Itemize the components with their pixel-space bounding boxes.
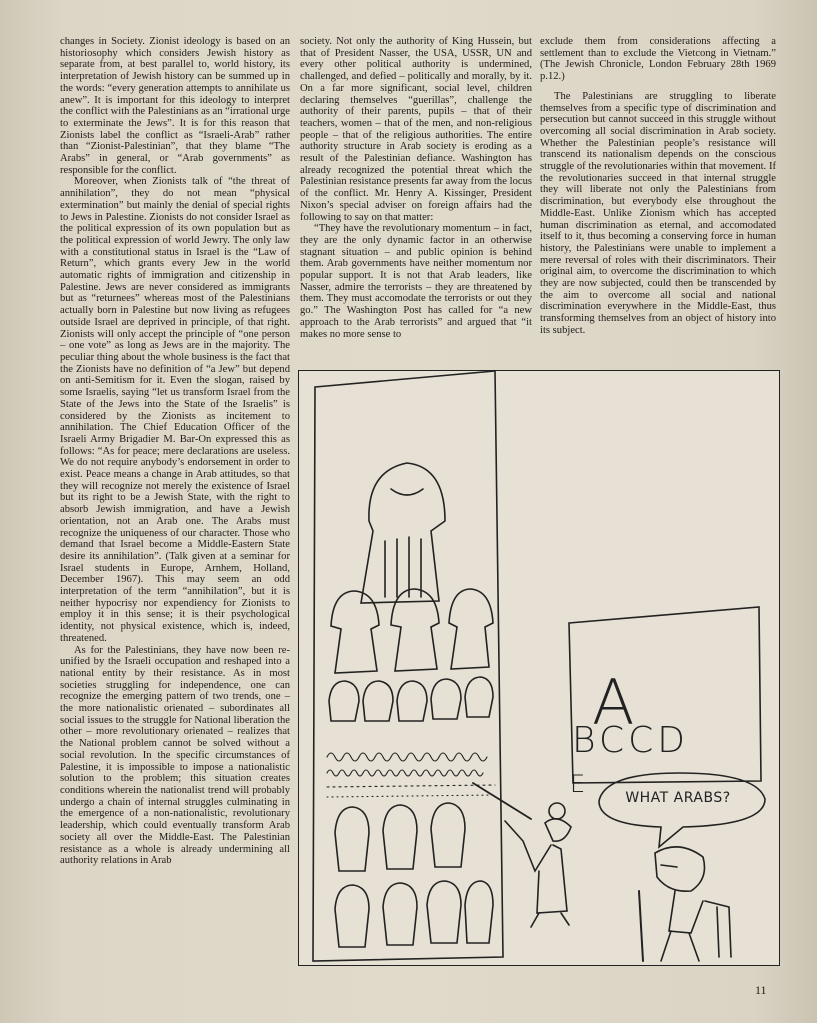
speech-bubble <box>599 773 765 847</box>
eye-test-squiggle-rows <box>327 753 495 797</box>
eye-chart-letter-big: A <box>592 666 635 739</box>
doctor-figure <box>505 803 571 927</box>
paragraph: As for the Palestinians, they have now been re-unified by the Israeli occupation and reshaped into a national entity by their resistance. As in most societies struggling for independence, one can recognize the emerging pattern of two trends, one – the more nationalistic orienated – subordinates all social issues to the struggle for National liberation the other – more revolutionary orienated – realizes that the National problem cannot be solved without a social revolution. In the specific circumstances of Palestine, it is impossible to impose a nationalistic solution to the problem; this situation creates conditions wherein the nationalist trend will probably undergo a chain of internal struggles culminating in the emergence of a non-nationalistic, revolutionary leadership, which could eventually transform Arab society all over the Middle-East. The Palestinian resistance as a whole is already undermining all authority relations in Arab <box>60 644 290 867</box>
large-keffiyeh-figure <box>361 463 445 603</box>
small-figures-row <box>329 677 493 721</box>
paragraph: changes in Society. Zionist ideology is based on an historiosophy which considers Jewish history as separate from, at best parallel to, world history, its interpretation of Jewish history can be summed up in the words: “every generation attempts to annihilate us anew”. It is important for this ideology to interpret the conflict with the Palestinians as an “irrational urge to exterminate the Jews”. It is for this reason that Zionists label the conflict as “Israeli-Arab” rather than “Zionist-Palestinian”, that they blame “The Arabs” in general, or “Arab governments” as responsible for the conflict. <box>60 36 290 176</box>
pointer-stick <box>473 783 531 819</box>
paragraph: society. Not only the authority of King Hussein, but that of President Nasser, the USA, USSR, UN and every other political authority is undermined, challenged, and defied – politically and morally, by it. On a far more significant, social level, children declaring themselves “guerillas”, challenge the authority of their parents, pupils – that of their teachers, women – that of the men, and non-religious people – that of the religious authorities. The entire authority structure in Arab society is eroding as a result of the Palestinian defiance. Washington has already recognized the potential threat which the Palestinian resistance presents far away from the locus of the conflict. Mr. Henry A. Kissinger, President Nixon’s special adviser on foreign affairs had the following to say on that matter: <box>300 36 532 223</box>
eye-chart-board <box>313 371 503 961</box>
text-column-middle <box>300 36 532 368</box>
speech-bubble-text: WHAT ARABS? <box>625 790 731 806</box>
text-column-left <box>60 36 290 976</box>
patient-figure <box>639 847 731 961</box>
paragraph: The Palestinians are struggling to liberate themselves from a specific type of discrimination and persecution but cannot succeed in this struggle without overcoming all social discrimination in Arab society. Whether the Palestinian people’s resistance will transcend its nationalism depends on the conscious struggle of the revolutionaries within that movement. If the revolutionaries succeed in that internal struggle they will liberate not only the Palestinians from discrimination, but everybody else throughout the Middle-East. Unlike Zionism which has accepted human discrimination as eternal, and accomodated itself to it, thus becoming a conserving force in human history, the Palestinians were unable to implement a mere reversal of roles with their discriminators. Their original aim, to overcome the discrimination to which they are now subjected, could then be transcended by the aim to overcome all social and national discrimination everywhere in the Middle-East, thus transforming themselves from an object of history into its subject. <box>540 90 776 336</box>
paragraph: Moreover, when Zionists talk of “the threat of annihilation”, they do not mean “physical extermination” but mainly the denial of special rights to Jews in Palestine. Zionists do not consider Israel as the political expression of its own population but as the political expression of world Jewry. The only law with a constitutional status in Israel is the “Law of Return”, which grants every Jew in the world automatic rights of immigration and citizenship in Palestine. Jews are never considered as immigrants but as “returnees” whereas most of the Palestinians actually born in Palestine but now living as refugees outside Israel are deprived in principle, of that right. Zionists will only accept the principle of “one person – one vote” as long as Jews are in the majority. The peculiar thing about the whole business is the fact that the Zionists have no definition of “a Jew” but depend on anti-Semitism for it. Even the slogan, raised by some Israelis, saying “let us transform Israel from the State of the Jews into the State of the Israelis” is considered by the Zionists as incitement to annihilation. The Chief Education Officer of the Israeli Army Brigadier M. Bar-On expressed this as follows: “As for peace; mere declarations are useless. We do not require anybody’s endorsement in order to exist. Peace means a change in Arab attitudes, so that they will recognize not merely the existence of Israel but its right to be a Jewish State, with the right to absorb Jewish immigration, and have a Jewish orientation, not an Arab one. The Arabs must recognize the uniqueness of our character. Those who demand that Israel become a Middle-Eastern State desire its annihilation”. (Talk given at a seminar for Israel students in Europe, Arnhem, Holland, December 1967). This may seem an odd interpretation of the term “annihilation”, but it is neither hypocrisy nor expendiency for Zionists to employ it in this sense; it is their psychological identity, not physical existence, which is, indeed, threatened. <box>60 176 290 644</box>
cartoon-illustration <box>298 370 780 966</box>
text-column-right <box>540 36 776 376</box>
page-number: 11 <box>755 983 767 997</box>
eye-chart-letter-small: E <box>570 770 586 798</box>
lower-figures-rows <box>335 803 493 947</box>
paragraph: “They have the revolutionary momentum – in fact, they are the only dynamic factor in an otherwise stagnant situation – and public opinion is behind them. Arab governments have neither momentum nor popular support. It is not that Arab leaders, like Nasser, admire the terrorists – they are threatened by them. They must accomodate the terrorists or out they go.” The Washington Post has called for “a new approach to the Arab terrorists” and argued that “it makes no more sense to <box>300 223 532 340</box>
eye-chart-letter-row: BCCD <box>572 720 689 761</box>
paragraph: exclude them from considerations affecting a settlement than to exclude the Vietcong in Vietnam.” (The Jewish Chronicle, London February 28th 1969 p.12.) <box>540 36 776 83</box>
cartoon-drawing <box>299 371 781 967</box>
